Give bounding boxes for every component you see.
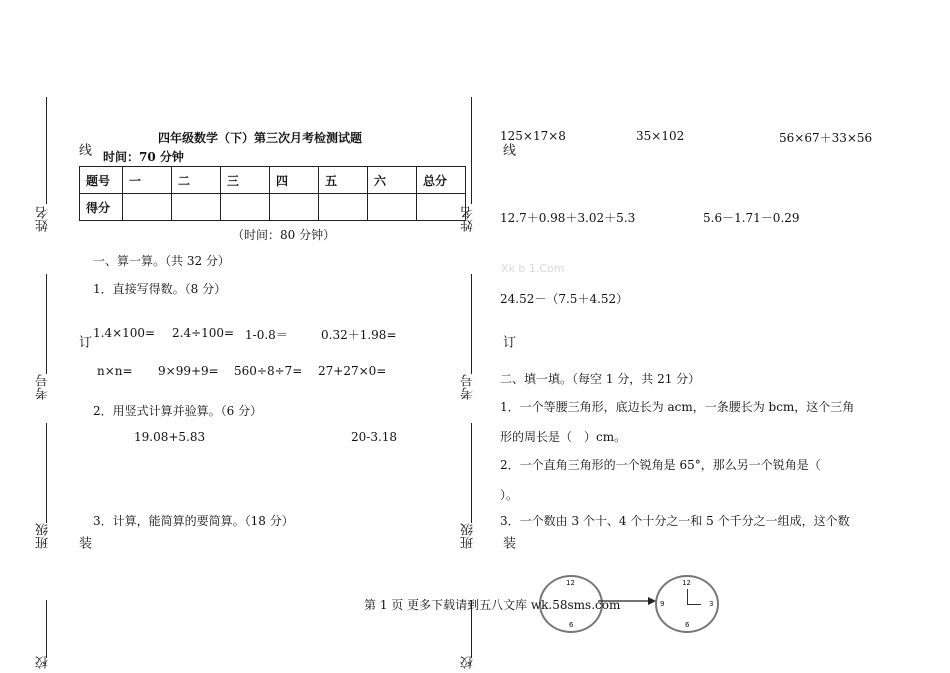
binding-line-left-1 xyxy=(46,97,47,204)
margin-label-school-2: 校 xyxy=(461,656,476,669)
margin-label-exam-number-2: 考号 xyxy=(461,374,476,400)
section-2-heading: 二、填一填。（每空 1 分，共 21 分） xyxy=(500,372,701,386)
score-input-cell[interactable] xyxy=(417,194,466,221)
fill-question-2-line-1: 2．一个直角三角形的一个锐角是 65°，那么另一个锐角是（ xyxy=(500,458,821,472)
time-note: （时间：80 分钟） xyxy=(232,228,336,242)
section-1-heading: 一、算一算。（共 32 分） xyxy=(93,254,230,268)
clock-hour-hand xyxy=(687,589,688,605)
score-input-cell[interactable] xyxy=(123,194,172,221)
page-footer: 第 1 页 更多下载请到五八文库 wk.58sms.com xyxy=(364,598,621,612)
watermark-text: Xk b 1.Com xyxy=(501,262,565,275)
exam-title: 四年级数学（下）第三次月考检测试题 xyxy=(158,131,363,145)
fill-question-1-line-2: 形的周长是（ ）cm。 xyxy=(500,430,627,444)
question-1: 1．直接写得数。（8 分） xyxy=(93,282,227,296)
fill-question-2-line-2: ）。 xyxy=(500,488,519,502)
score-input-cell[interactable] xyxy=(172,194,221,221)
binding-line-left-2 xyxy=(46,274,47,374)
score-table xyxy=(79,166,466,221)
margin-label-class-2: 班级 xyxy=(461,523,476,549)
fill-question-1-line-1: 1．一个等腰三角形，底边长为 acm，一条腰长为 bcm，这个三角 xyxy=(500,400,855,414)
fill-question-3-line-1: 3．一个数由 3 个十、4 个十分之一和 5 个千分之一组成，这个数 xyxy=(500,514,850,528)
binding-line-mid-2 xyxy=(471,274,472,374)
clock-number: 6 xyxy=(569,621,574,629)
margin-mark-ding: 订 xyxy=(76,335,91,348)
margin-mark-zhuang-2: 装 xyxy=(500,536,515,549)
simplify-item: 56×67＋33×56 xyxy=(779,131,873,145)
score-input-cell[interactable] xyxy=(270,194,319,221)
vertical-calc-item: 20-3.18 xyxy=(351,430,398,444)
calc-item: 560÷8÷7= xyxy=(234,364,303,378)
score-input-cell[interactable] xyxy=(368,194,417,221)
table-cell: 六 xyxy=(368,167,417,194)
vertical-calc-item: 19.08+5.83 xyxy=(134,430,206,444)
simplify-item: 125×17×8 xyxy=(500,129,566,143)
clock-number: 6 xyxy=(685,621,690,629)
calc-item: n×n= xyxy=(97,364,133,378)
simplify-item: 35×102 xyxy=(636,129,685,143)
margin-mark-line-2: 线 xyxy=(500,143,515,156)
clock-number: 12 xyxy=(566,579,575,587)
score-table-score-row xyxy=(80,194,466,221)
margin-mark-line: 线 xyxy=(76,143,91,156)
calc-item: 1.4×100= xyxy=(93,326,156,340)
table-cell: 五 xyxy=(319,167,368,194)
table-cell: 得分 xyxy=(80,194,123,221)
binding-line-left-4 xyxy=(46,600,47,658)
simplify-item: 12.7＋0.98＋3.02＋5.3 xyxy=(500,211,636,225)
margin-label-class: 班级 xyxy=(36,523,51,549)
question-3: 3．计算，能简算的要简算。（18 分） xyxy=(93,514,294,528)
clock-right xyxy=(655,575,719,633)
margin-mark-ding-2: 订 xyxy=(500,335,515,348)
clock-number: 3 xyxy=(709,600,714,608)
binding-line-left-3 xyxy=(46,423,47,523)
clock-number: 12 xyxy=(682,579,691,587)
margin-label-name-2: 姓名 xyxy=(461,206,476,232)
calc-item: 27+27×0= xyxy=(318,364,387,378)
binding-line-mid-1 xyxy=(471,97,472,204)
table-cell: 题号 xyxy=(80,167,123,194)
clock-number: 9 xyxy=(660,600,665,608)
calc-item: 0.32＋1.98= xyxy=(321,328,397,342)
calc-item: 9×99+9= xyxy=(158,364,219,378)
table-cell: 总分 xyxy=(417,167,466,194)
margin-label-name: 姓名 xyxy=(36,206,51,232)
score-table-header-row xyxy=(80,167,466,194)
calc-item: 2.4÷100= xyxy=(172,326,235,340)
table-cell: 一 xyxy=(123,167,172,194)
table-cell: 三 xyxy=(221,167,270,194)
question-2: 2．用竖式计算并验算。（6 分） xyxy=(93,404,263,418)
table-cell: 四 xyxy=(270,167,319,194)
margin-label-exam-number: 考号 xyxy=(36,374,51,400)
simplify-item: 5.6－1.71－0.29 xyxy=(703,211,800,225)
margin-mark-zhuang: 装 xyxy=(76,536,91,549)
binding-line-mid-3 xyxy=(471,423,472,523)
score-input-cell[interactable] xyxy=(221,194,270,221)
table-cell: 二 xyxy=(172,167,221,194)
simplify-item: 24.52－（7.5＋4.52） xyxy=(500,292,629,306)
time-label: 时间：70 分钟 xyxy=(103,150,184,164)
clock-minute-hand xyxy=(687,604,701,605)
margin-label-school: 校 xyxy=(36,656,51,669)
calc-item: 1-0.8＝ xyxy=(245,328,288,342)
score-input-cell[interactable] xyxy=(319,194,368,221)
